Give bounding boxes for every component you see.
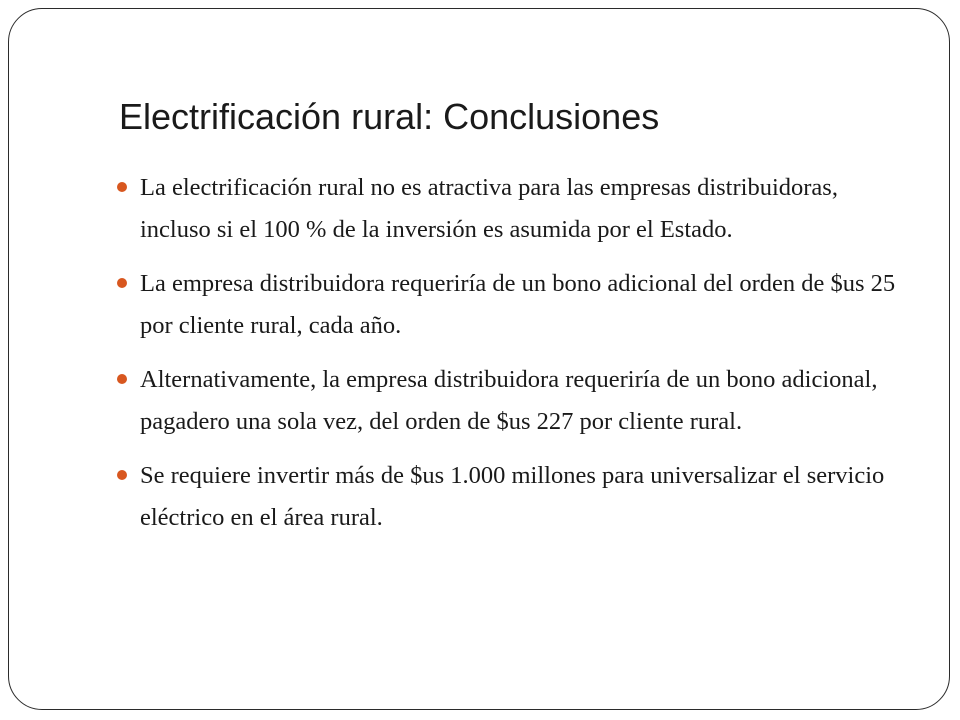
bullet-item bbox=[117, 455, 907, 539]
bullet-text: La electrificación rural no es atractiva para las empresas distribuidoras, incluso si el 100 % de la inversión es asumida por el Estado. bbox=[140, 174, 838, 243]
bullet-item bbox=[117, 359, 907, 443]
bullet-dot-icon bbox=[117, 374, 127, 384]
bullet-dot-icon bbox=[117, 278, 127, 288]
slide-frame bbox=[8, 8, 950, 710]
bullet-text: Alternativamente, la empresa distribuidora requeriría de un bono adicional, pagadero una sola vez, del orden de $us 227 por cliente rural. bbox=[140, 366, 878, 435]
bullet-item bbox=[117, 167, 907, 251]
bullet-list bbox=[117, 167, 907, 551]
slide-title: Electrificación rural: Conclusiones bbox=[119, 96, 660, 137]
bullet-item bbox=[117, 263, 907, 347]
bullet-dot-icon bbox=[117, 470, 127, 480]
bullet-text: La empresa distribuidora requeriría de un bono adicional del orden de $us 25 por cliente rural, cada año. bbox=[140, 270, 896, 339]
bullet-dot-icon bbox=[117, 182, 127, 192]
bullet-text: Se requiere invertir más de $us 1.000 millones para universalizar el servicio eléctrico en el área rural. bbox=[140, 462, 885, 531]
